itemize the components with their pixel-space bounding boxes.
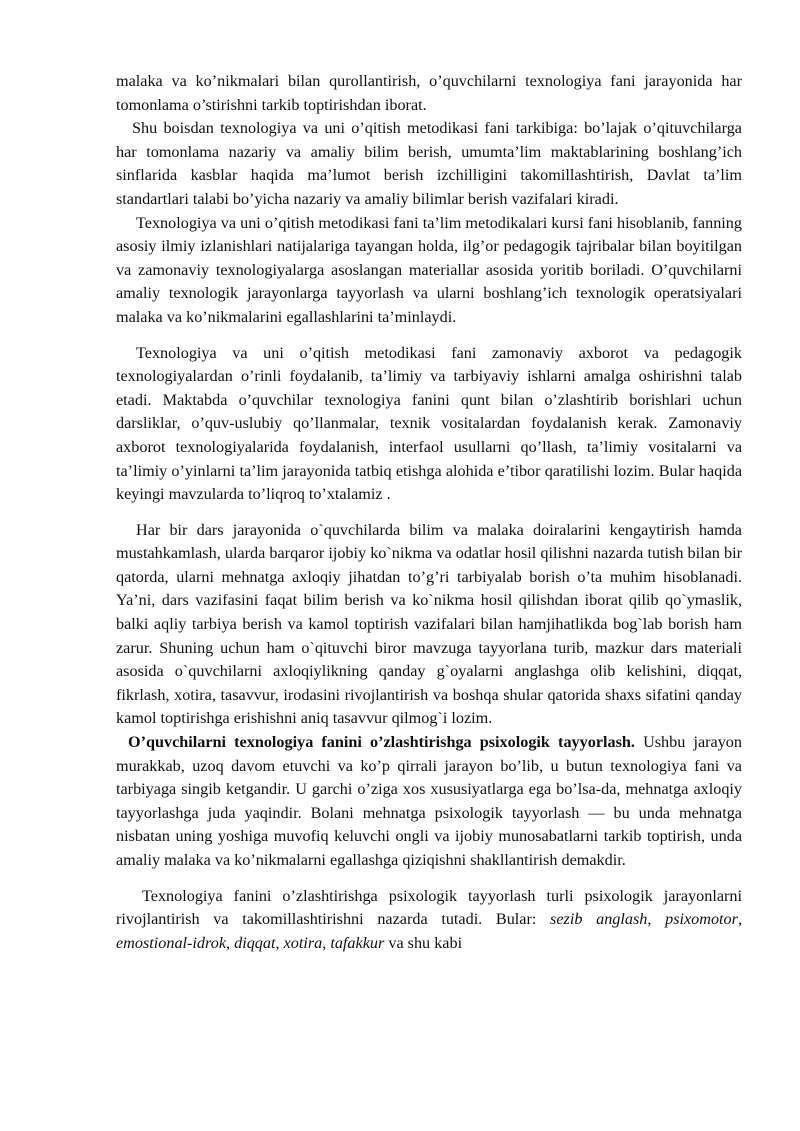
paragraph-7-end: va shu kabi [384,933,463,952]
section-heading: O’quvchilarni texnologiya fanini o’zlashtirishga psixologik tayyorlash. [128,733,635,752]
separator: , [647,910,666,929]
term-psixomotor: psixomotor [665,910,738,929]
paragraph-2: Shu boisdan texnologiya va uni o’qitish metodikasi fani tarkibiga: bo’lajak o’qituvchilarga har tomonlama nazariy va amaliy bilim berish, umumta’lim maktablarining boshlang’ich sinflarida kasblar haqida ma’lumot berish izchilligini takomillashtirish, Davlat ta’lim standartlari talabi bo’yicha nazariy va amaliy bilimlar berish vazifalari kiradi. [116,119,742,208]
paragraph-5: Har bir dars jarayonida o`quvchilarda bilim va malaka doiralarini kengaytirish hamda mustahkamlash, ularda barqaror ijobiy ko`nikma va odatlar hosil qilishni nazarda tutish bilan bir qatorda, ularni mehnatga axloqiy jihatdan to’g’ri tarbiyalab borish o’ta muhim hisoblanadi. Ya’ni, dars vazifasini faqat bilim berish va ko`nikma hosil qilishdan iborat qilib qo`ymaslik, balki aqliy tarbiya berish va kamol toptirish vazifalari bilan hamjihatlikda bog`lab borish ham zarur. Shuning uchun ham o`qituvchi biror mavzuga tayyorlana turib, mazkur dars materiali asosida o`quvchilarni axloqiylikning qanday g`oyalarni anglashga olib kelishini, diqqat, fikrlash, xotira, tasavvur, irodasini rivojlantirish va boshqa shular qatorida shaxs sifatini qanday kamol toptirishga erishishni aniq tasavvur qilmog`i lozim. [116,520,742,728]
paragraph-3: Texnologiya va uni o’qitish metodikasi fani ta’lim metodikalari kursi fani hisoblanib, fanning asosiy ilmiy izlanishlari natijalariga tayangan holda, ilg’or pedagogik tajribalar bilan boyitilgan va zamonaviy texnologiyalarga asoslangan materiallar asosida yoritib boriladi. O’quvchilarni amaliy texnologik jarayonlarga tayyorlash va ularni boshlang’ich texnologik operatsiyalari malaka va ko’nikmalarini egallashlarini ta’minlaydi. [116,213,742,326]
separator: , [275,933,284,952]
paragraph-6-text: Ushbu jarayon murakkab, uzoq davom etuvchi va ko’p qirrali jarayon bo’lib, u butun texnologiya fani va tarbiyaga singib ketgandir. U garchi o’ziga xos xususiyatlarga ega bo’lsa-da, mehnatga axloqiy tayyorlashga juda yaqindir. Bolani mehnatga psixologik tayyorlash — bu unda mehnatga nisbatan uning yoshiga muvofiq keluvchi ongli va ijobiy munosabatlarni tarkib toptirish, unda amaliy malaka va ko’nikmalarni egallashga qiziqishni shakllantirish demakdir. [116,733,742,869]
term-diqqat: diqqat [234,933,276,952]
term-xotira: xotira [283,933,323,952]
paragraph-6 [116,731,742,873]
term-emostional-idrok: emostional-idrok [116,933,227,952]
term-sezib-anglash: sezib anglash [550,910,648,929]
paragraph-4: Texnologiya va uni o’qitish metodikasi fani zamonaviy axborot va pedagogik texnologiyalardan o’rinli foydalanib, ta’limiy va tarbiyaviy ishlarni amalga oshirishni talab etadi. Maktabda o’quvchilar texnologiya fanini qunt bilan o’zlashtirib borishlari uchun darsliklar, o’quv-uslubiy qo’llanmalar, texnik vositalardan foydalanish kerak. Zamonaviy axborot texnologiyalarida foydalanish, interfaol usullarni qo’llash, ta’limiy vositalarni va ta’limiy o’yinlarni ta’lim jarayonida tatbiq etishga alohida e’tibor qaratilishi lozim. Bular haqida keyingi mavzularda to’liqroq to’xtalamiz . [116,343,742,504]
document-page [116,70,742,955]
paragraph-1: malaka va ko’nikmalari bilan qurollantirish, o’quvchilarni texnologiya fani jarayonida har tomonlama o’stirishni tarkib toptirishdan iborat. [116,72,742,114]
paragraph-7-text: Texnologiya fanini o’zlashtirishga psixologik tayyorlash turli psixologik jarayonlarni rivojlantirish va takomillashtirishni nazarda tutadi. Bular: [116,886,742,929]
paragraph-7 [116,885,742,956]
separator: , [737,910,742,929]
separator: , [226,933,235,952]
term-tafakkur: tafakkur [330,933,385,952]
separator: , [322,933,331,952]
